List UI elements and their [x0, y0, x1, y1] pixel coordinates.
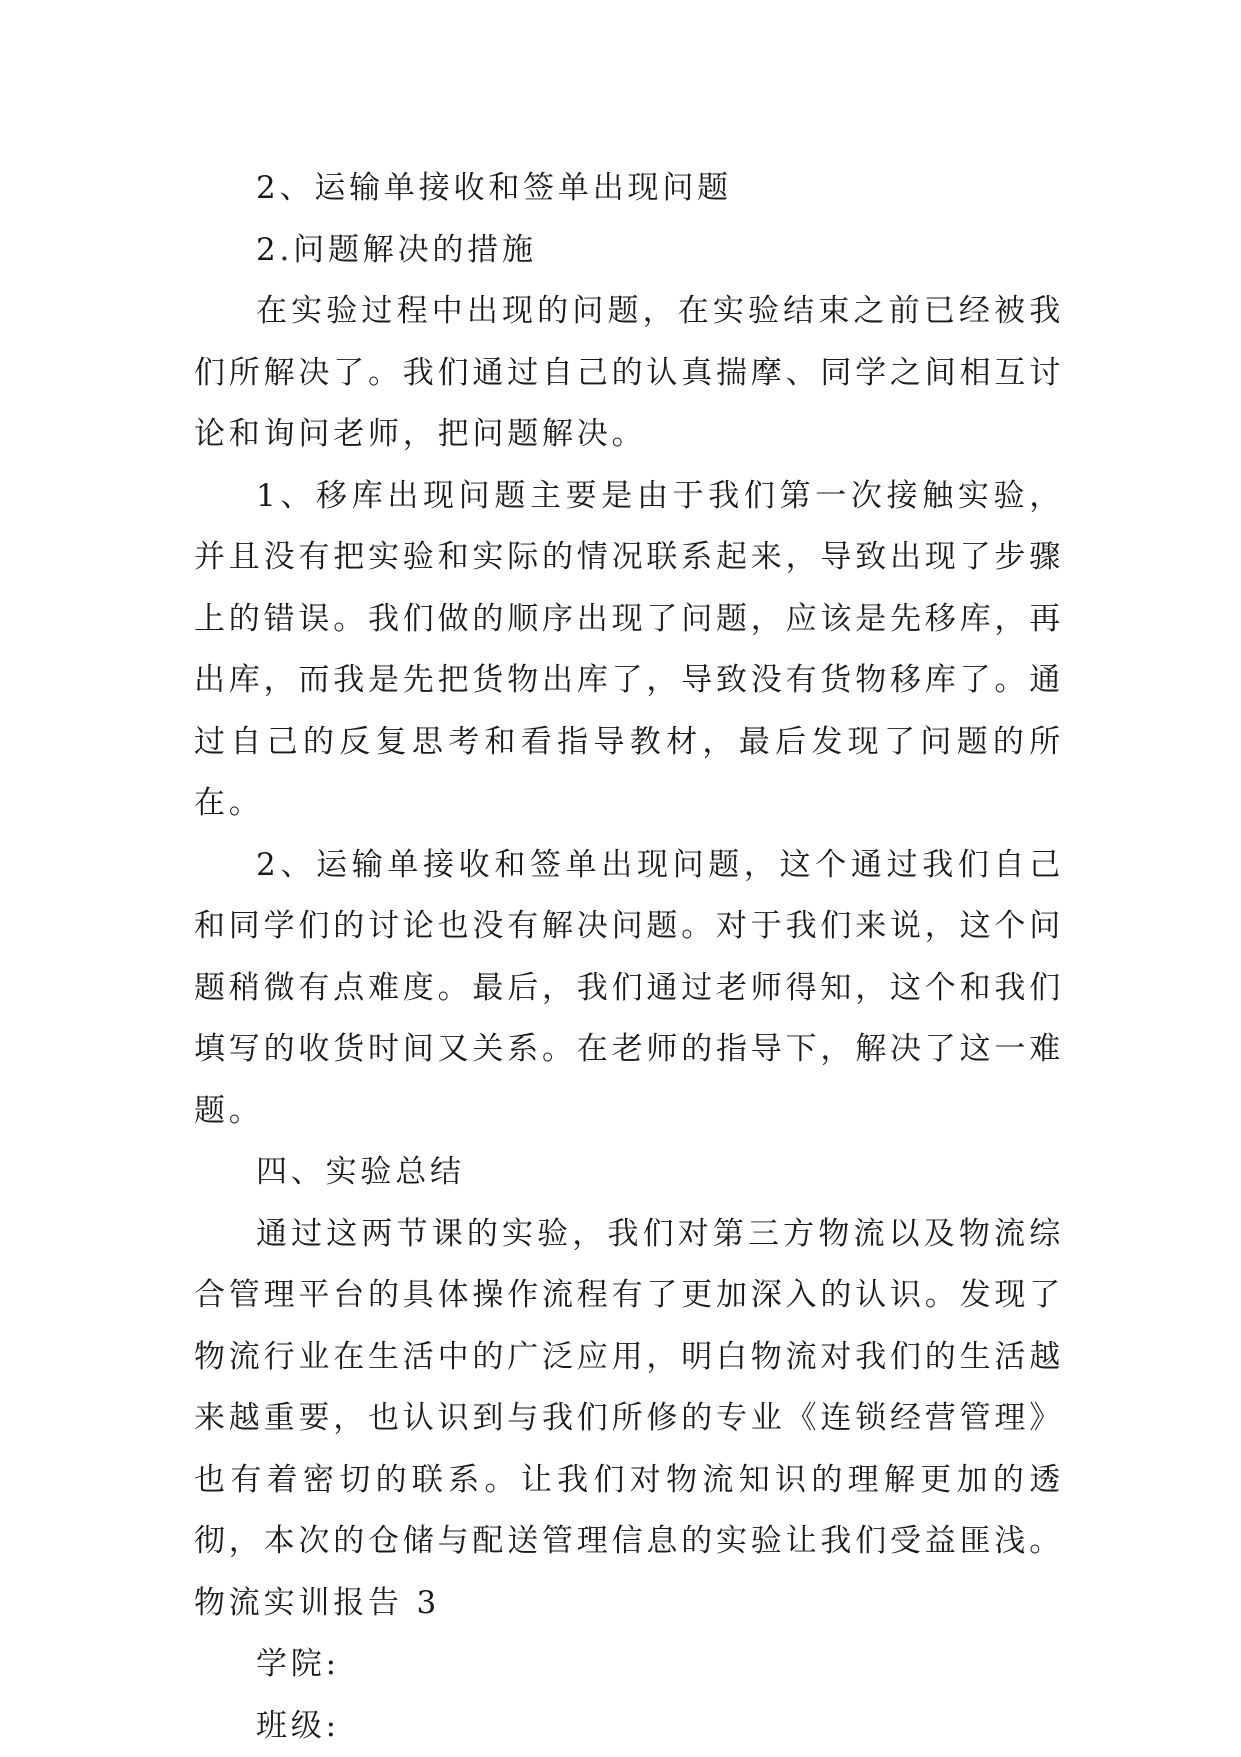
paragraph-body: 通过这两节课的实验，我们对第三方物流以及物流综合管理平台的具体操作流程有了更加深入的认识。发现了物流行业在生活中的广泛应用，明白物流对我们的生活越来越重要，也认识到与我们所修的专业《连锁经营管理》也有着密切的联系。让我们对物流知识的理解更加的透彻，本次的仓储与配送管理信息的实验让我们受益匪浅。: [194, 1204, 1064, 1573]
paragraph-body: 1、移库出现问题主要是由于我们第一次接触实验，并且没有把实验和实际的情况联系起来，导致出现了步骤上的错误。我们做的顺序出现了问题，应该是先移库，再出库，而我是先把货物出库了，导致没有货物移库了。通过自己的反复思考和看指导教材，最后发现了问题的所在。: [194, 466, 1064, 835]
paragraph-item-heading: 2、运输单接收和签单出现问题: [194, 158, 1064, 220]
paragraph-section-heading: 四、实验总结: [194, 1142, 1064, 1204]
form-field-label: 学院:: [194, 1634, 1064, 1696]
document-body: [194, 158, 1064, 1757]
paragraph-body: 在实验过程中出现的问题，在实验结束之前已经被我们所解决了。我们通过自己的认真揣摩、同学之间相互讨论和询问老师，把问题解决。: [194, 281, 1064, 466]
paragraph-section-heading: 2.问题解决的措施: [194, 220, 1064, 282]
report-title: 物流实训报告 3: [194, 1573, 1064, 1635]
form-field-label: 班级:: [194, 1696, 1064, 1757]
paragraph-body: 2、运输单接收和签单出现问题，这个通过我们自己和同学们的讨论也没有解决问题。对于我们来说，这个问题稍微有点难度。最后，我们通过老师得知，这个和我们填写的收货时间又关系。在老师的指导下，解决了这一难题。: [194, 835, 1064, 1143]
